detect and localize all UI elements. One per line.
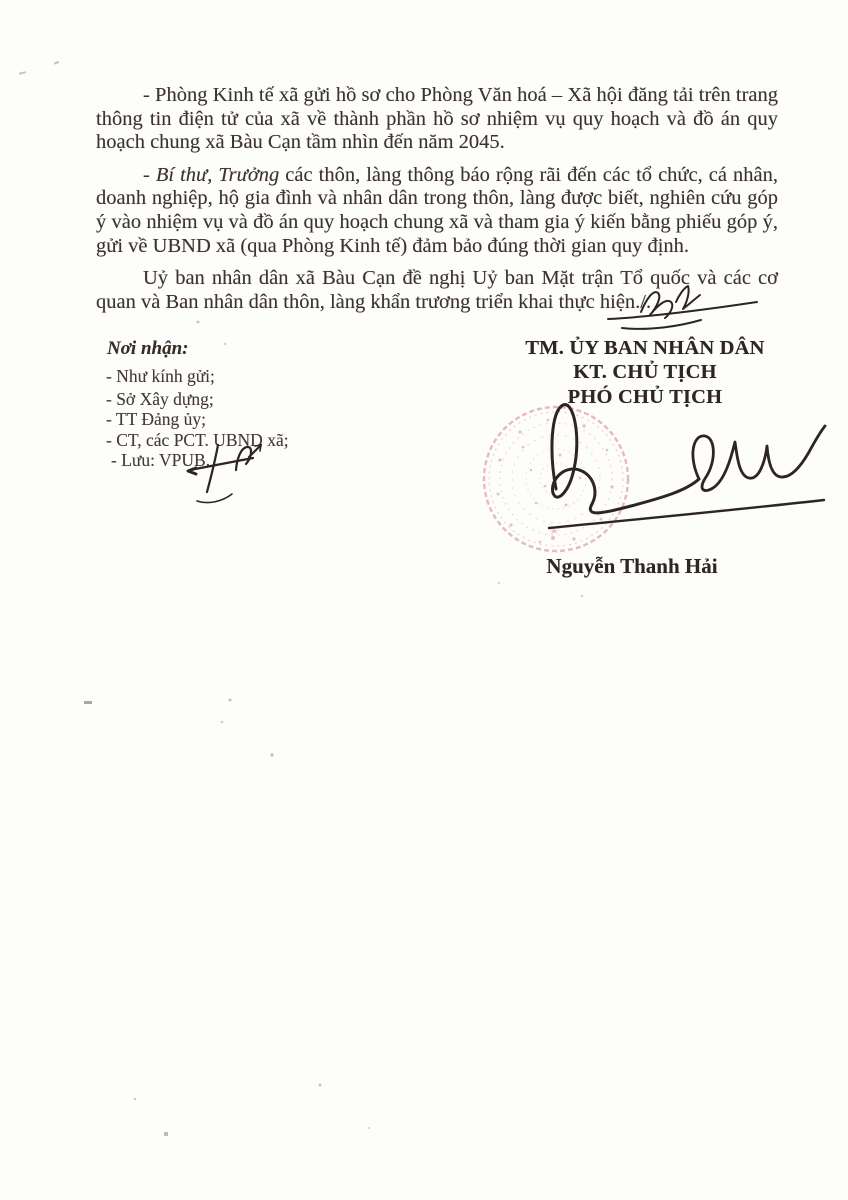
recipients-block: [106, 338, 386, 470]
handwritten-signature: [549, 405, 825, 528]
recipients-heading: Nơi nhận:: [107, 338, 189, 359]
signature-title-line3: PHÓ CHỦ TỊCH: [567, 385, 723, 408]
red-stamp-icon: [484, 407, 628, 551]
recipient-item: - Lưu: VPUB.: [111, 449, 211, 470]
recipient-item: - TT Đảng ủy;: [106, 409, 206, 430]
paragraph-2: [96, 164, 778, 258]
paragraph-2-italic-lead: - Bí thư, Trưởng: [143, 163, 280, 186]
signature-title-block: [505, 336, 785, 409]
recipient-item: - CT, các PCT. UBND xã;: [106, 429, 289, 450]
recipient-item: - Sở Xây dựng;: [106, 389, 214, 410]
paragraph-2-rest: các thôn, làng thông báo rộng rãi đến các tổ chức, cá nhân, doanh nghiệp, hộ gia đình và nhân dân trong thôn, làng được biết, nghiên cứu góp ý vào nhiệm vụ và đồ án quy hoạch chung xã và tham gia ý kiến bằng phiếu góp ý, gửi về UBND xã (qua Phòng Kinh tế) đảm bảo đúng thời gian quy định.: [96, 163, 778, 257]
signature-title-line2: KT. CHỦ TỊCH: [573, 361, 717, 384]
signature-title-line1: TM. ỦY BAN NHÂN DÂN: [525, 337, 765, 359]
signer-name: Nguyễn Thanh Hải: [546, 554, 718, 578]
recipient-item: - Như kính gửi;: [106, 366, 215, 386]
paragraph-1: - Phòng Kinh tế xã gửi hồ sơ cho Phòng Văn hoá – Xã hội đăng tải trên trang thông tin điện tử của xã về thành phần hồ sơ nhiệm vụ quy hoạch và đồ án quy hoạch chung xã Bàu Cạn tầm nhìn đến năm 2045.: [96, 84, 778, 154]
paragraph-3: Uỷ ban nhân dân xã Bàu Cạn đề nghị Uỷ ban Mặt trận Tổ quốc và các cơ quan và Ban nhân dân thôn, làng khẩn trương triển khai thực hiện./.: [96, 267, 778, 313]
document-body: [96, 84, 778, 314]
